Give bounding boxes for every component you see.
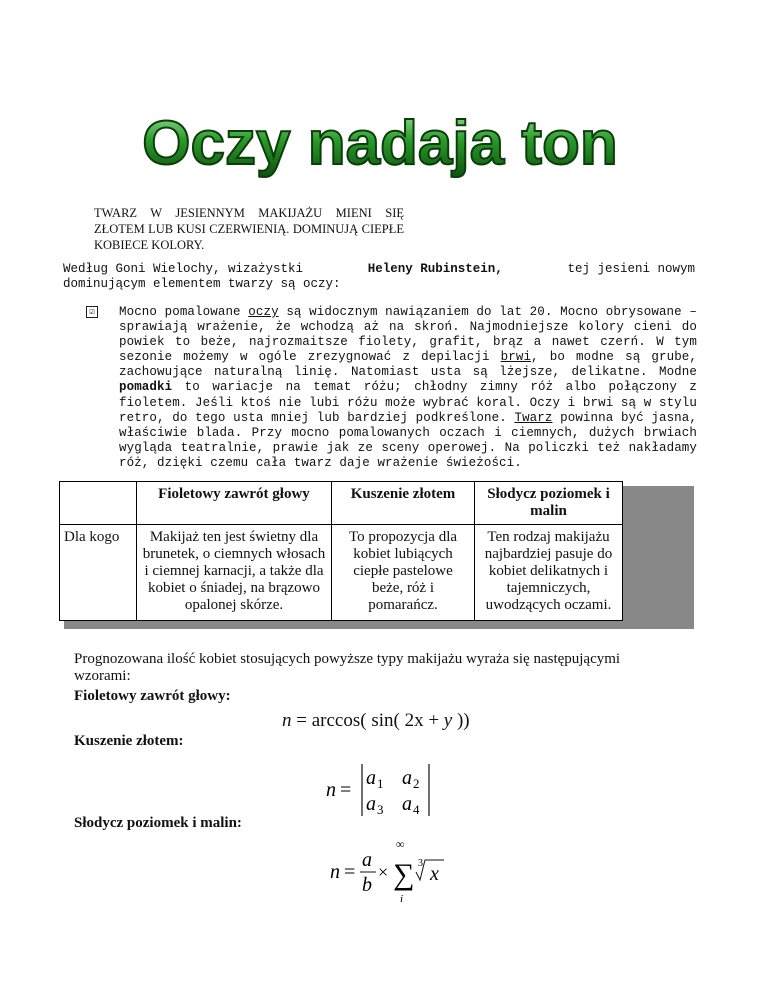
svg-text:a: a — [362, 849, 372, 871]
header-cell — [60, 482, 137, 525]
para1-line2: dominującym elementem twarzy są oczy: — [63, 277, 341, 291]
svg-text:b: b — [362, 874, 372, 896]
link-brwi: brwi — [500, 350, 532, 365]
row-label: Dla kogo — [60, 525, 137, 621]
svg-text:×: × — [378, 862, 389, 882]
header-cell: Słodycz poziomek i malin — [475, 482, 623, 525]
para1-c: tej jesieni nowym — [567, 262, 695, 276]
table-cell: To propozycja dla kobiet lubiących ciepłe pastelowe beże, róż i pomarańcz. — [332, 525, 475, 621]
svg-text:=: = — [340, 779, 352, 801]
table-header-row — [60, 482, 623, 525]
svg-text:∑: ∑ — [393, 858, 415, 891]
para1-a: Według Goni Wielochy, wizażystki — [63, 262, 304, 276]
header-cell: Fioletowy zawrót głowy — [137, 482, 332, 525]
header-cell: Kuszenie złotem — [332, 482, 475, 525]
formula-heading-1: Fioletowy zawrót głowy: — [74, 688, 231, 704]
formula-heading-2: Kuszenie złotem: — [74, 733, 184, 749]
svg-text:2: 2 — [413, 776, 420, 791]
makeup-table — [59, 481, 690, 623]
svg-text:a: a — [402, 793, 412, 815]
svg-text:a: a — [366, 793, 376, 815]
svg-text:a: a — [402, 767, 412, 789]
svg-text:a: a — [366, 767, 376, 789]
table-cell: Ten rodzaj makijażu najbardziej pasuje do kobiet delikatnych i tajemniczych, uwodzących oczami. — [475, 525, 623, 621]
table-cell: Makijaż ten jest świetny dla brunetek, o ciemnych włosach i ciemnej karnacji, a także dla kobiet o śniadej, na brązowo opalonej skórze. — [137, 525, 332, 621]
term-pomadki: pomadki — [119, 380, 173, 395]
link-oczy: oczy — [248, 305, 279, 319]
wordart-title — [142, 92, 618, 182]
title-text: Oczy nadaja ton — [142, 109, 618, 178]
svg-text:3: 3 — [418, 858, 423, 869]
svg-text:x: x — [430, 863, 439, 885]
prognosis-text: Prognozowana ilość kobiet stosujących powyższe typy makijażu wyraża się następującymi wzorami: — [74, 651, 621, 684]
table — [59, 481, 623, 621]
intro-paragraph — [63, 262, 695, 292]
link-twarz: Twarz — [514, 410, 553, 425]
svg-text:i: i — [400, 893, 404, 905]
svg-text:3: 3 — [377, 802, 384, 817]
svg-text:4: 4 — [413, 802, 420, 817]
formula-3 — [330, 836, 480, 906]
intro-caps: TWARZ W JESIENNYM MAKIJAŻU MIENI SIĘ ZŁOTEM LUB KUSI CZERWIENIĄ. DOMINUJĄ CIEPŁE KOBIECE KOLORY. — [94, 206, 404, 252]
checkbox-icon: ☑ — [86, 306, 98, 318]
table-row — [60, 525, 623, 621]
svg-text:∞: ∞ — [396, 837, 405, 851]
formula-2 — [326, 760, 446, 820]
svg-text:n: n — [326, 779, 336, 801]
svg-text:1: 1 — [377, 776, 384, 791]
svg-text:n: n — [330, 861, 340, 883]
formula-1: n = arccos( sin( 2x + y )) — [282, 710, 470, 731]
formula-heading-3: Słodycz poziomek i malin: — [74, 815, 242, 831]
bullet-text: Mocno pomalowane oczy są widocznym nawiązaniem do lat 20. Mocno obrysowane – sprawiają wrażenie, że wchodzą aż na skroń. Najmodniejsze kolory cieni do powiek to beże, najrozmaitsze fiolety, grafit, brąz a nawet czerń. W tym sezonie możemy w ogóle zrezygnować z depilacji brwi, bo modne są grube, zachowujące naturalną linię. Natomiast usta są lżejsze, delikatne. Modne pomadki to wariacje na temat różu; chłodny zimny róż albo połączony z fioletem. Jeśli ktoś nie lubi różu może wybrać koral. Oczy i brwi są w stylu retro, do tego usta mniej lub bardziej podkreślone. Twarz powinna być jasna, właściwie blada. Przy mocno pomalowanych oczach i ciemnych, dużych brwiach wygląda teatralnie, prawie jak ze sceny operowej. Na policzki też nakładamy róż, dzięki czemu cała twarz daje wrażenie świeżości. — [119, 305, 697, 470]
para1-name: Heleny Rubinstein, — [367, 262, 503, 276]
svg-text:=: = — [344, 861, 356, 883]
